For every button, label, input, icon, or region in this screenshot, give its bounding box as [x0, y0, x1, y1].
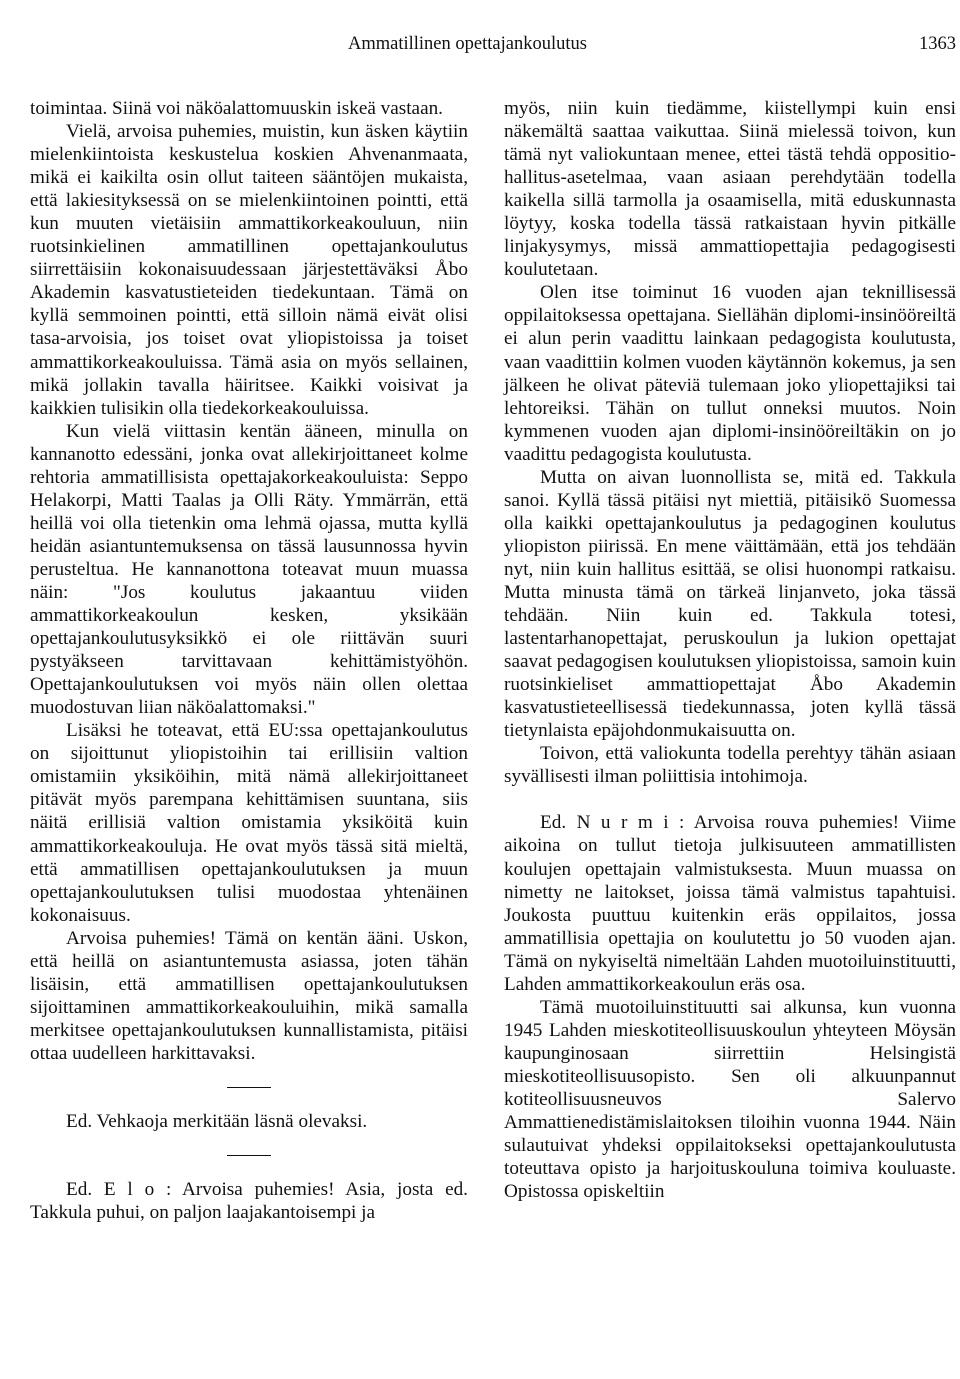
paragraph: Vielä, arvoisa puhemies, muistin, kun äsken käytiin mielenkiintoista keskustelua koskien Ahvenanmaata, mikä ei kaikilta osin ollut taiteen sääntöjen mukaista, että lakiesityksessä on se mielenkiintoinen pointti, että kun muuten vietäisiin ammattikorkeakouluun, niin ruotsinkielinen ammatillinen opettajankoulutus siirrettäisiin kokonaisuudessaan järjestettäväksi Åbo Akademin kasvatustieteiden tiedekuntaan. Tämä on kyllä semmoinen pointti, että silloin nämä eivät olisi tasa-arvoisia, jos toiset ovat yliopistoissa ja toiset ammattikorkeakouluissa. Tämä asia on myös sellainen, mikä jollakin tavalla häiritsee. Kaikki voisivat ja kaikkien tulisikin olla tiedekorkeakouluissa. — [30, 121, 468, 419]
paragraph: myös, niin kuin tiedämme, kiistellympi kuin ensi näkemältä saattaa vaikuttaa. Siinä mielessä toivon, kun tämä nyt valiokuntaan menee, ettei tästä tehdä oppositio-hallitus-asetelmaa, vaan asiaan perehdytään todella kaikella sillä tarmolla ja osaamisella, mitä eduskunnasta löytyy, koska todella tässä ratkaistaan hyvin pitkälle linjakysymys, missä ammattiopettajia pedagogisesti koulutetaan. — [504, 98, 956, 281]
speaker-name: Ed. N u r m i : — [540, 812, 685, 834]
paragraph: Toivon, että valiokunta todella perehtyy tähän asiaan syvällisesti ilman poliittisia intohimoja. — [504, 743, 956, 788]
speech-text: Arvoisa puhemies! Asia, josta ed. Takkula puhui, on paljon laajakantoisempi ja — [30, 1179, 468, 1224]
page-number: 1363 — [919, 34, 956, 54]
spacer — [504, 788, 956, 811]
speech-text: Arvoisa rouva puhemies! Viime aikoina on tullut tietoja julkisuuteen ammatillisten koulujen opettajain valmistuksesta. Muun muassa on nimetty ne laitokset, joissa tämä valmistus tapahtuisi. Joukosta puuttuu kuitenkin eräs oppilaitos, jossa ammatillisia opettajia on koulutettu jo 50 vuoden ajan. Tämä on nykyiseltä nimeltään Lahden muotoiluinstituutti, Lahden ammattikorkeakoulun eräs osa. — [504, 812, 956, 995]
speech-paragraph — [504, 811, 956, 995]
section-divider — [227, 1087, 271, 1088]
speaker-name: Ed. E l o : — [66, 1179, 172, 1201]
paragraph: Arvoisa puhemies! Tämä on kentän ääni. Uskon, että heillä on asiantuntemusta asiassa, joten tähän lisäisin, että ammatillisen opettajankoulutuksen sijoittaminen ammattikorkeakouluihin, mikä samalla merkitsee opettajankoulutuksen kunnallistamista, pitäisi ottaa uudelleen harkittavaksi. — [30, 927, 468, 1064]
paragraph: Tämä muotoiluinstituutti sai alkunsa, kun vuonna 1945 Lahden mieskotiteollisuuskoulun yhteyteen Möysän kaupunginosaan siirrettiin Helsingistä mieskotiteollisuusopisto. Sen oli alkuunpannut kotiteollisuusneuvos Salervo Ammattienedistämislaitoksen tiloihin vuonna 1944. Näin sulautuivat yhdeksi oppilaitokseksi opettajankoulutusta toteuttava opisto ja harjoituskouluna toimiva kouluaste. Opistossa opiskeltiin — [504, 996, 956, 1203]
right-column — [504, 97, 956, 1203]
attendance-note: Ed. Vehkaoja merkitään läsnä olevaksi. — [66, 1110, 368, 1132]
running-title: Ammatillinen opettajankoulutus — [348, 34, 587, 54]
paragraph: toimintaa. Siinä voi näköalattomuuskin iskeä vastaan. — [30, 98, 443, 119]
speech-paragraph — [30, 1178, 468, 1224]
paragraph: Kun vielä viittasin kentän ääneen, minulla on kannanotto edessäni, jonka ovat allekirjoittaneet kolme rehtoria ammatillisista opettajakorkeakouluista: Seppo Helakorpi, Matti Taalas ja Olli Räty. Ymmärrän, että heillä voi olla tietenkin oma lehmä ojassa, mutta kyllä heidän asiantuntemuksensa on tässä lausunnossa hyvin perusteltua. He kannanottona toteavat muun muassa näin: "Jos koulutus jakaantuu viiden ammattikorkeakoulun kesken, yksikään opettajankoulutusyksikkö ei ole riittävän suuri pystyäkseen tarvittavaan kehittämistyöhön. Opettajankoulutuksen voi myös näin ollen olettaa muodostuvan liian näköalattomaksi." — [30, 420, 468, 719]
paragraph: Olen itse toiminut 16 vuoden ajan teknillisessä oppilaitoksessa opettajana. Siellähän diplomi-insinööreiltä ei alun perin vaadittu lainkaan pedagogista koulutusta, vaan vaadittiin kolmen vuoden käytännön kokemus, ja sen jälkeen he olivat päteviä tulemaan joko yliopettajiksi tai lehtoreiksi. Tähän on tullut onneksi muutos. Noin kymmenen vuoden ajan diplomi-insinööreiltäkin on jo vaadittu pedagogista koulutusta. — [504, 282, 956, 465]
left-column — [30, 97, 468, 1224]
section-divider — [227, 1155, 271, 1156]
page-header — [30, 34, 956, 60]
paragraph: Lisäksi he toteavat, että EU:ssa opettajankoulutus on sijoittunut yliopistoihin tai erillisiin valtion omistamiin yksiköihin, mitä nämä allekirjoittaneet pitävät myös parempana kehittämisen suuntana, siis näitä erillisiä valtion omistamia yksiköitä kuin ammattikorkeakouluja. He ovat myös tässä sitä mieltä, että ammatillisen opettajankoulutuksen ja muun opettajankoulutuksen tulisi muodostaa yhtenäinen kokonaisuus. — [30, 720, 468, 926]
paragraph: Mutta on aivan luonnollista se, mitä ed. Takkula sanoi. Kyllä tässä pitäisi nyt miettiä, pitäisikö Suomessa olla kaikki opettajankoulutus ja pedagoginen koulutus yliopiston piirissä. En mene väittämään, että jos tehdään nyt, niin kuin hallitus esittää, se olisi huonompi ratkaisu. Mutta minusta tämä on tärkeä linjanveto, joka tässä tehdään. Niin kuin ed. Takkula totesi, lastentarhanopettajat, peruskoulun ja lukion opettajat saavat pedagogisen koulutuksen yliopistoissa, samoin kuin ruotsinkieliset ammattiopettajat Åbo Akademin kasvatustieteellisessä tiedekunnassa, joten kyllä tässä tietynlaista epäjohdonmukaisuutta on. — [504, 466, 956, 742]
